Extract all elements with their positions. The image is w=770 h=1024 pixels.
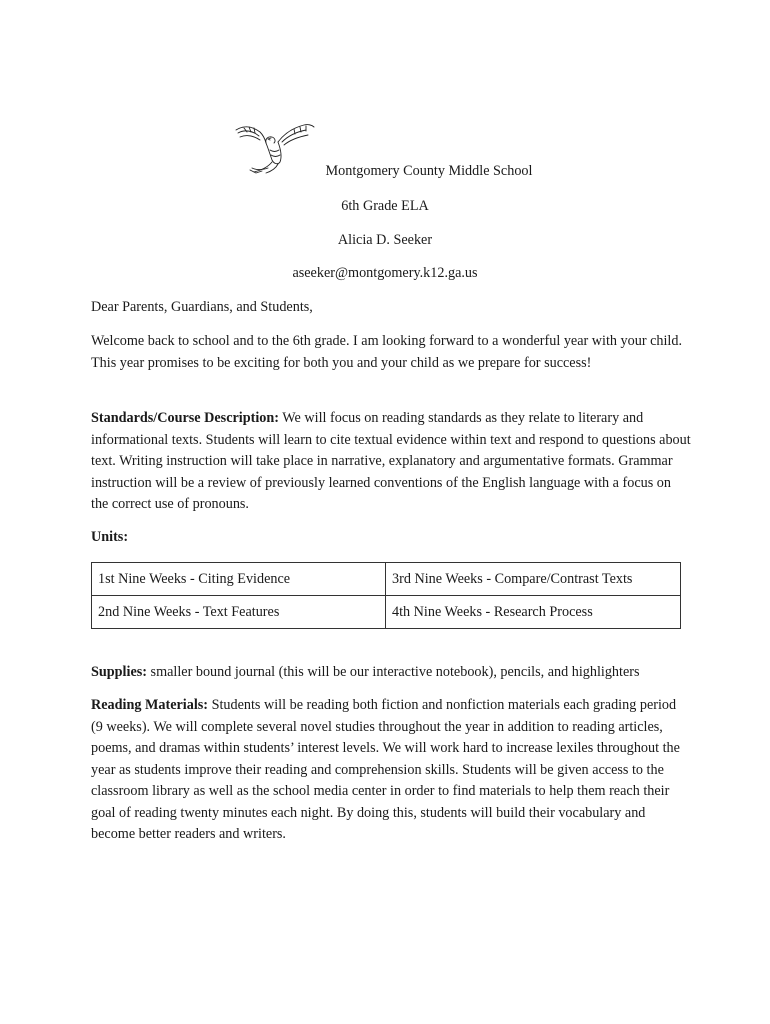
school-name: Montgomery County Middle School [325, 163, 533, 179]
salutation: Dear Parents, Guardians, and Students, [91, 299, 313, 315]
unit-cell: 1st Nine Weeks - Citing Evidence [92, 563, 386, 596]
table-row [92, 563, 681, 596]
standards-text: We will focus on reading standards as they relate to literary and informational texts. Students will learn to cite textual evidence within text and respond to questions about text. Writing instruction will take place in narrative, explanatory and argumentative formats. Grammar instruction will be a review of previously learned conventions of the English language with a focus on the correct use of pronouns. [91, 410, 691, 512]
unit-cell: 4th Nine Weeks - Research Process [386, 596, 681, 629]
reading-materials-text: Students will be reading both fiction and nonfiction materials each grading period (9 weeks). We will complete several novel studies throughout the year in addition to reading articles, poems, and dramas within students’ interest levels. We will work hard to increase lexiles throughout the year as students improve their reading and comprehension skills. Students will be given access to the classroom library as well as the school media center in order to find materials to help them reach their goal of reading twenty minutes each night. By doing this, students will build their vocabulary and become better readers and writers. [91, 697, 680, 842]
units-table [91, 562, 681, 629]
teacher-name: Alicia D. Seeker [337, 232, 433, 248]
course-title: 6th Grade ELA [341, 198, 429, 214]
unit-cell: 3rd Nine Weeks - Compare/Contrast Texts [386, 563, 681, 596]
reading-materials-paragraph [91, 695, 691, 846]
unit-cell: 2nd Nine Weeks - Text Features [92, 596, 386, 629]
standards-paragraph [91, 408, 691, 516]
table-row [92, 596, 681, 629]
supplies-label: Supplies: [91, 664, 147, 680]
welcome-paragraph: Welcome back to school and to the 6th grade. I am looking forward to a wonderful year with your child. This year promises to be exciting for both you and your child as we prepare for success! [91, 333, 683, 371]
units-heading: Units: [91, 529, 129, 545]
standards-label: Standards/Course Description: [91, 410, 279, 426]
teacher-email: aseeker@montgomery.k12.ga.us [292, 265, 478, 281]
reading-materials-label: Reading Materials: [91, 697, 209, 713]
supplies-paragraph [91, 662, 691, 684]
supplies-text: smaller bound journal (this will be our interactive notebook), pencils, and highlighters [147, 664, 640, 680]
